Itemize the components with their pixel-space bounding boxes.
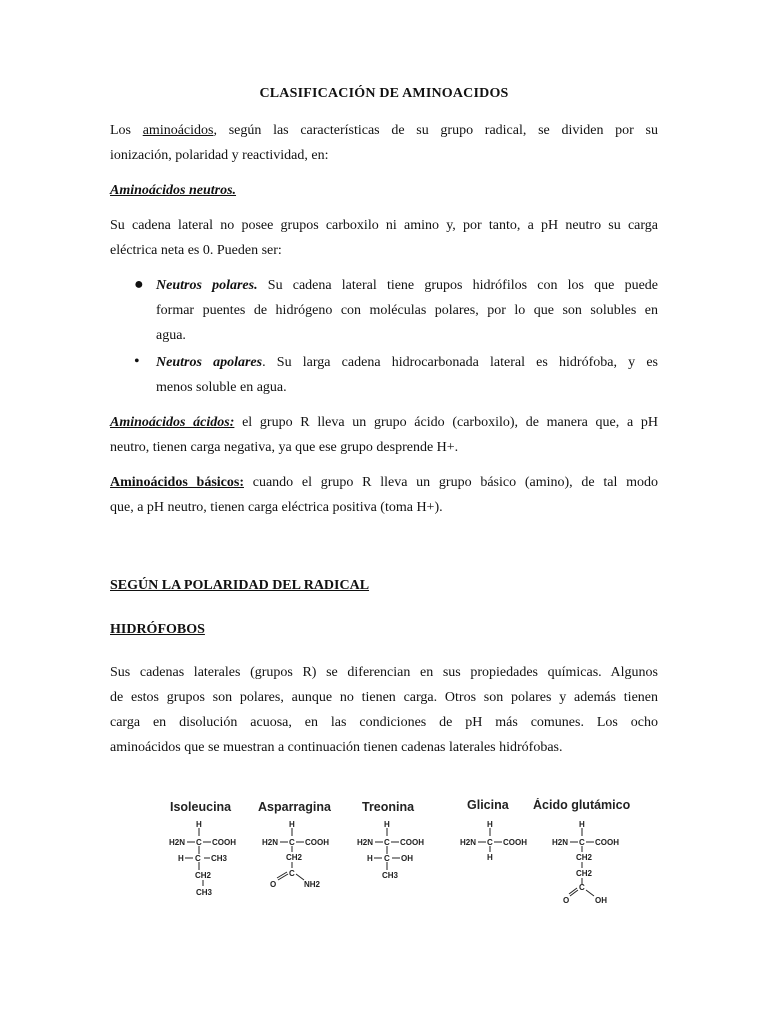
atom-c: C xyxy=(384,854,390,863)
atom-c: C xyxy=(487,838,493,847)
atom-cooh: COOH xyxy=(212,838,236,847)
basicos-paragraph xyxy=(110,470,658,520)
atom-h2n: H2N xyxy=(357,838,374,847)
molecule-name-isoleucina: Isoleucina xyxy=(170,800,232,814)
atom-h: H xyxy=(487,820,493,829)
atom-c: C xyxy=(195,854,201,863)
atom-c: C xyxy=(579,838,585,847)
molecule-name-acido-glutamico: Ácido glutámico xyxy=(533,798,630,812)
section-polaridad-heading: SEGÚN LA POLARIDAD DEL RADICAL xyxy=(110,578,370,593)
atom-h2n: H2N xyxy=(552,838,569,847)
atom-h2n: H2N xyxy=(262,838,279,847)
amino-acid-structures-figure xyxy=(160,796,630,908)
bullet2-line-1 xyxy=(156,350,658,375)
atom-oh: OH xyxy=(401,854,413,863)
atom-cooh: COOH xyxy=(305,838,329,847)
atom-h: H xyxy=(487,853,493,862)
intro-paragraph xyxy=(110,118,658,168)
intro-line-1 xyxy=(110,118,658,143)
atom-h2n: H2N xyxy=(460,838,477,847)
bullet2-line-2: menos soluble en agua. xyxy=(156,380,287,395)
atom-ch2: CH2 xyxy=(195,871,212,880)
neutros-line-2: eléctrica neta es 0. Pueden ser: xyxy=(110,243,282,258)
atom-ch3: CH3 xyxy=(196,888,213,897)
atom-ch2: CH2 xyxy=(576,853,593,862)
atom-nh2: NH2 xyxy=(304,880,321,889)
neutros-paragraph xyxy=(110,213,658,263)
bullet-icon: • xyxy=(134,353,140,370)
atom-oh: OH xyxy=(595,896,607,905)
atom-c: C xyxy=(289,869,295,878)
atom-h: H xyxy=(289,820,295,829)
molecule-name-asparragina: Asparragina xyxy=(258,800,331,814)
atom-o: O xyxy=(563,896,570,905)
atom-h: H xyxy=(178,854,184,863)
acidos-heading: Aminoácidos ácidos: xyxy=(110,415,235,430)
atom-h: H xyxy=(384,820,390,829)
neutros-heading: Aminoácidos neutros. xyxy=(110,183,237,198)
acidos-text-1: el grupo R lleva un grupo ácido (carboxilo), de manera que, a pH xyxy=(234,415,659,430)
atom-cooh: COOH xyxy=(595,838,619,847)
atom-ch3: CH3 xyxy=(382,871,399,880)
molecule-name-treonina: Treonina xyxy=(362,800,415,814)
hidrofobos-paragraph xyxy=(110,660,658,760)
basicos-line-2: que, a pH neutro, tienen carga eléctrica positiva (toma H+). xyxy=(110,500,443,515)
atom-c: C xyxy=(289,838,295,847)
acidos-line-1 xyxy=(110,410,658,435)
aminoacidos-link[interactable]: aminoácidos xyxy=(142,123,214,138)
bullet-neutros-apolares xyxy=(156,350,658,400)
intro-text-b: , según las características de su grupo radical, se dividen por su xyxy=(213,123,658,138)
bullet-neutros-polares xyxy=(156,273,658,348)
atom-ch2: CH2 xyxy=(286,853,303,862)
neutros-line-1: Su cadena lateral no posee grupos carboxilo ni amino y, por tanto, a pH neutro su carga xyxy=(110,218,658,233)
atom-ch2: CH2 xyxy=(576,869,593,878)
basicos-text-1: cuando el grupo R lleva un grupo básico (amino), de tal modo xyxy=(243,475,658,490)
bullet1-term: Neutros polares. xyxy=(156,278,258,293)
hidrofobos-line-1: Sus cadenas laterales (grupos R) se diferencian en sus propiedades químicas. Algunos xyxy=(110,665,658,680)
bullet2-text-1: . Su larga cadena hidrocarbonada lateral es hidrófoba, y es xyxy=(262,355,658,370)
atom-h: H xyxy=(196,820,202,829)
atom-c: C xyxy=(384,838,390,847)
bullet1-line-3: agua. xyxy=(156,328,186,343)
atom-ch3: CH3 xyxy=(211,854,228,863)
acidos-paragraph xyxy=(110,410,658,460)
atom-h: H xyxy=(579,820,585,829)
acidos-line-2: neutro, tienen carga negativa, ya que ese grupo desprende H+. xyxy=(110,440,459,455)
atom-c: C xyxy=(196,838,202,847)
hidrofobos-line-3: carga en disolución acuosa, en las condiciones de pH más comunes. Los ocho xyxy=(110,715,658,730)
bullet2-term: Neutros apolares xyxy=(156,355,263,370)
bullet-icon: ● xyxy=(134,276,144,293)
molecule-name-glicina: Glicina xyxy=(467,798,509,812)
atom-c: C xyxy=(579,883,585,892)
atom-h: H xyxy=(367,854,373,863)
page-title: CLASIFICACIÓN DE AMINOACIDOS xyxy=(259,86,509,101)
intro-text-a: Los xyxy=(110,123,143,138)
atom-cooh: COOH xyxy=(503,838,527,847)
bullet1-line-1 xyxy=(156,273,658,298)
intro-line-2: ionización, polaridad y reactividad, en: xyxy=(110,148,329,163)
atom-cooh: COOH xyxy=(400,838,424,847)
hidrofobos-line-2: de estos grupos son polares, aunque no tienen carga. Otros son polares y además tienen xyxy=(110,690,658,705)
section-hidrofobos-heading: HIDRÓFOBOS xyxy=(110,622,205,637)
basicos-line-1 xyxy=(110,470,658,495)
bullet1-text-1: Su cadena lateral tiene grupos hidrófilos con los que puede xyxy=(257,278,658,293)
atom-h2n: H2N xyxy=(169,838,186,847)
bullet1-line-2: formar puentes de hidrógeno con moléculas polares, por lo que son solubles en xyxy=(156,303,658,318)
basicos-heading: Aminoácidos básicos: xyxy=(110,475,244,490)
atom-o: O xyxy=(270,880,277,889)
hidrofobos-line-4: aminoácidos que se muestran a continuación tienen cadenas laterales hidrófobas. xyxy=(110,740,563,755)
